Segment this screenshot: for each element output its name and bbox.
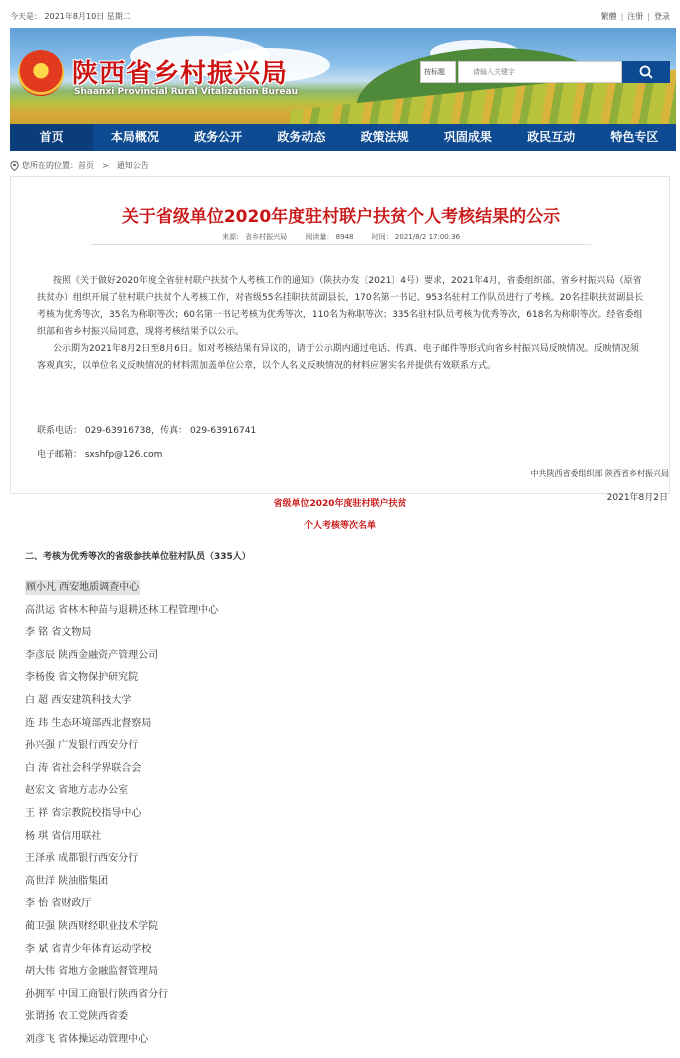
signer: 中共陕西省委组织部 陕西省乡村振兴局 <box>530 469 669 478</box>
register-link[interactable]: 注册 <box>627 12 644 21</box>
search-bar <box>420 61 676 83</box>
search-scope-select[interactable]: 按标题 <box>420 61 456 83</box>
list-item: 赵宏文 省地方志办公室 <box>25 785 129 797</box>
breadcrumb <box>10 160 149 171</box>
list-item: 李杨俊 省文物保护研究院 <box>25 672 139 684</box>
login-link[interactable]: 登录 <box>654 12 670 21</box>
title-divider <box>91 244 591 245</box>
list-item: 胡大伟 省地方金融监督管理局 <box>25 966 159 978</box>
member-list <box>25 577 425 1051</box>
location-pin-icon <box>10 161 19 171</box>
nav-government-affairs[interactable]: 政务公开 <box>194 130 243 144</box>
nav-interaction[interactable]: 政民互动 <box>527 130 576 144</box>
attachment-title: 省级单位2020年度驻村联户扶贫 <box>273 499 407 509</box>
sign-date: 2021年8月2日 <box>606 493 668 503</box>
nav-home[interactable]: 首页 <box>10 124 93 151</box>
list-item: 刘彦飞 省体操运动管理中心 <box>25 1033 149 1045</box>
article-body <box>37 273 647 375</box>
list-item: 孙兴强 广发银行西安分行 <box>25 740 139 752</box>
list-item: 张谓扬 农工党陕西省委 <box>25 1011 129 1023</box>
site-title-english: Shaanxi Provincial Rural Vitalization Bureau <box>74 87 298 97</box>
contact-email: 电子邮箱： sxshfp@126.com <box>37 450 163 460</box>
list-item: 白 涛 省社会科学界联合会 <box>25 762 142 774</box>
list-item: 蔺卫强 陕西财经职业技术学院 <box>25 920 159 932</box>
search-button[interactable] <box>622 61 670 83</box>
list-item: 李 斌 省青少年体育运动学校 <box>25 943 152 955</box>
contact-phone: 联系电话： 029-63916738，传真： 029-63916741 <box>37 426 257 436</box>
top-links <box>601 11 670 22</box>
breadcrumb-current[interactable]: 通知公告 <box>116 161 149 170</box>
site-title: 陕西省乡村振兴局 <box>72 59 289 89</box>
list-item: 白 超 西安建筑科技大学 <box>25 694 132 706</box>
list-item: 李 怡 省财政厅 <box>25 898 92 910</box>
article-title: 关于省级单位2020年度驻村联户扶贫个人考核结果的公示 <box>121 207 561 227</box>
search-icon <box>639 65 653 79</box>
search-input[interactable] <box>458 61 622 83</box>
top-bar <box>0 0 680 28</box>
breadcrumb-separator: > <box>102 161 109 170</box>
traditional-chinese-link[interactable]: 繁體 <box>600 12 617 21</box>
list-item: 王泽承 成都银行西安分行 <box>25 853 139 865</box>
national-emblem-icon <box>18 50 64 96</box>
nav-achievements[interactable]: 巩固成果 <box>443 130 492 144</box>
attachment-subtitle: 个人考核等次名单 <box>303 521 376 531</box>
article-time: 时间： 2021/8/2 17:00:36 <box>371 233 461 241</box>
list-item: 李 铭 省文物局 <box>25 627 92 639</box>
breadcrumb-label: 您所在的位置： <box>22 161 78 170</box>
article <box>10 176 670 494</box>
article-views: 阅读量： 8948 <box>305 233 354 241</box>
current-date: 今天是： 2021年8月10日 星期二 <box>10 12 131 21</box>
nav-special[interactable]: 特色专区 <box>610 130 659 144</box>
list-item: 王 祥 省宗教院校指导中心 <box>25 807 142 819</box>
article-meta <box>11 232 671 242</box>
main-nav <box>10 124 676 151</box>
list-item: 李彦辰 陕西金融资产管理公司 <box>25 649 159 661</box>
list-item: 顾小凡 西安地质调查中心 <box>26 582 140 593</box>
site-banner <box>10 28 676 124</box>
list-item: 连 玮 生态环境部西北督察局 <box>25 717 152 729</box>
list-item: 杨 琪 省信用联社 <box>25 830 102 842</box>
nav-policies[interactable]: 政策法规 <box>360 130 409 144</box>
section-heading: 二、考核为优秀等次的省级参扶单位驻村队员（335人） <box>25 552 251 562</box>
nav-news[interactable]: 政务动态 <box>277 130 326 144</box>
list-item: 高世洋 陕油脂集团 <box>25 875 109 887</box>
list-item: 孙拥军 中国工商银行陕西省分行 <box>25 988 169 1000</box>
article-paragraph: 公示期为2021年8月2日至8月6日。如对考核结果有异议的，请于公示期内通过电话、传真、电子邮件等形式向省乡村振兴局反映情况。反映情况须客观真实，以单位名义反映情况的材料需加盖单位公章，以个人名义反映情况的材料应署实名并提供有效联系方式。 <box>37 344 639 371</box>
list-item: 高洪运 省林木种苗与退耕还林工程管理中心 <box>25 604 219 616</box>
link-separator: | <box>620 12 624 21</box>
article-paragraph: 按照《关于做好2020年度全省驻村联户扶贫个人考核工作的通知》（陕扶办发〔2021〕4号）要求，2021年4月，省委组织部、省乡村振兴局（原省扶贫办）组织开展了驻村联户扶贫个人考核工作，对省级55名挂职扶贫副县长，170名第一书记、953名驻村工作队员进行了考核。20名挂职扶贫副县长考核为优秀等次，35名为称职等次；60名第一书记考核为优秀等次，110名为称职等次；335名驻村队员考核为优秀等次，618名为称职等次。经省委组织部和省乡村振兴局同意，现将考核结果予以公示。 <box>37 276 644 337</box>
link-separator: | <box>647 12 650 21</box>
article-source: 来源： 省乡村振兴局 <box>221 233 288 241</box>
nav-about[interactable]: 本局概况 <box>110 130 159 144</box>
breadcrumb-home[interactable]: 首页 <box>78 161 94 170</box>
